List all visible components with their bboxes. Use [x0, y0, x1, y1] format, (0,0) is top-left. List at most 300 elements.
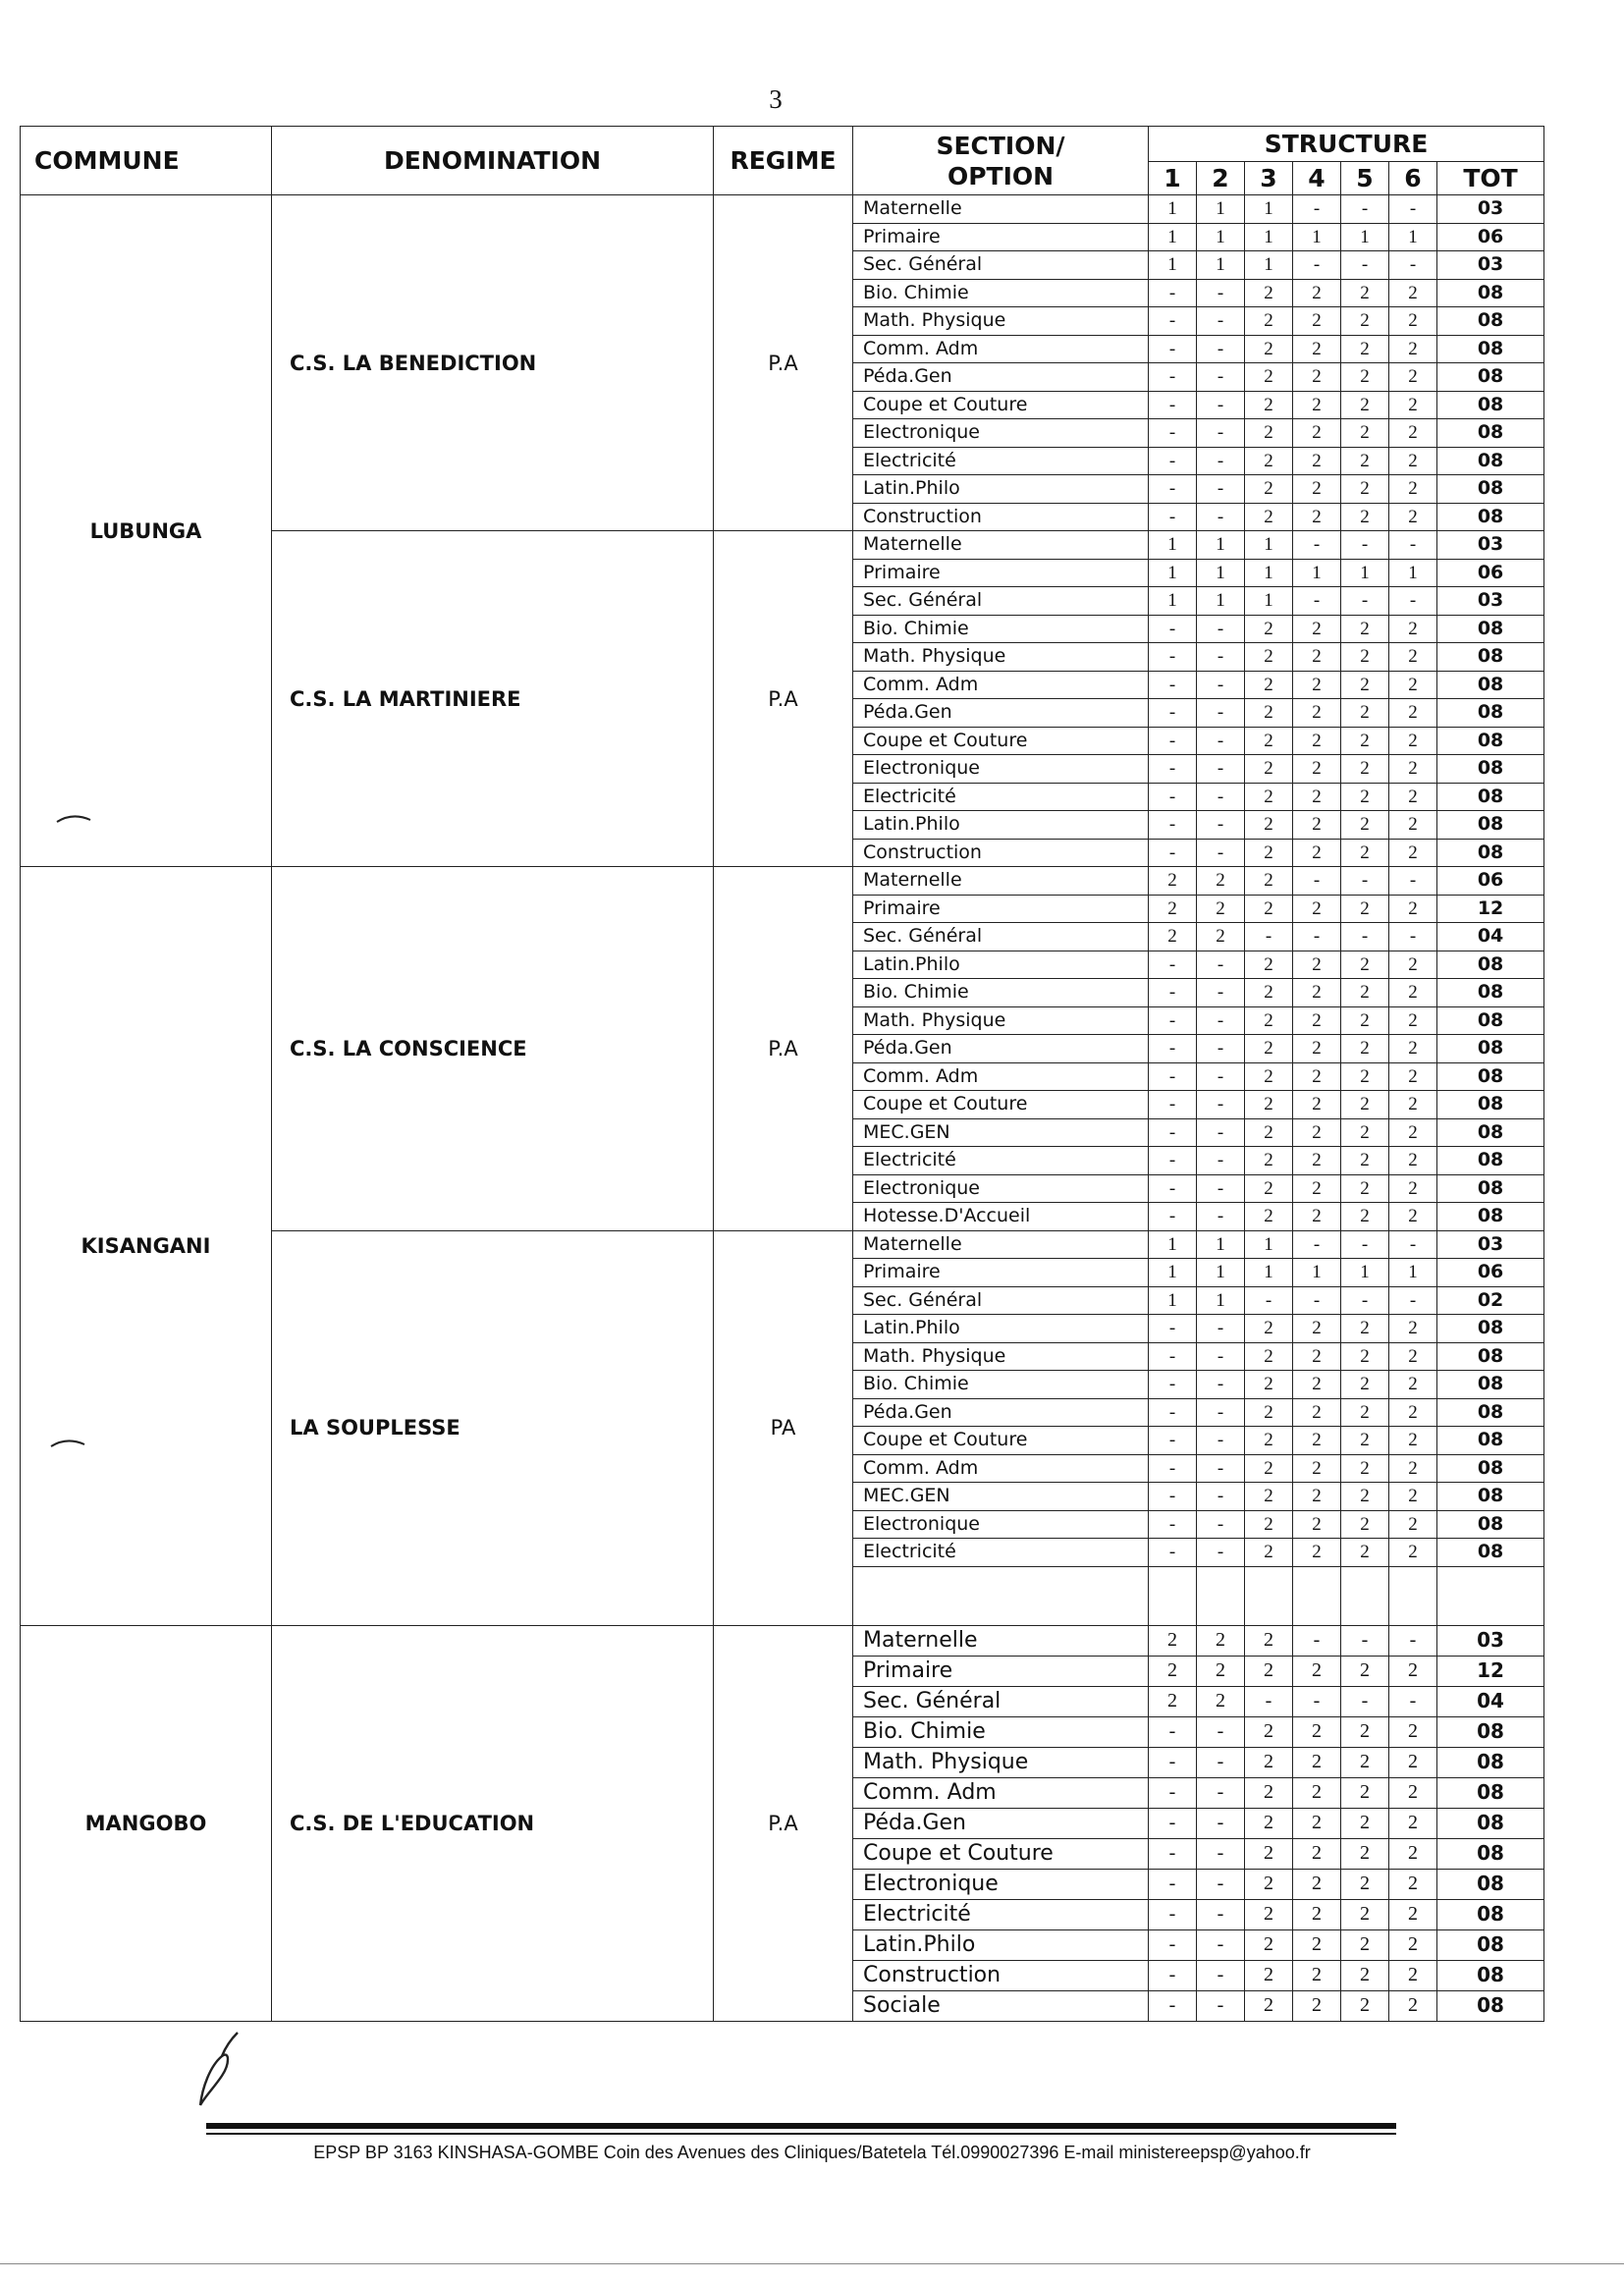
level-1-count: -	[1149, 811, 1197, 840]
total-count: 08	[1437, 1990, 1544, 2021]
level-3-count: 1	[1245, 251, 1293, 280]
level-6-count: 2	[1389, 783, 1437, 811]
level-4-count: 1	[1293, 223, 1341, 251]
level-6-count: 2	[1389, 307, 1437, 336]
level-1-count: -	[1149, 1539, 1197, 1567]
level-2-count: -	[1197, 1315, 1245, 1343]
option-name: Sec. Général	[853, 1686, 1149, 1716]
level-3-count: 1	[1245, 1230, 1293, 1259]
total-count: 06	[1437, 1259, 1544, 1287]
level-1-count: -	[1149, 1371, 1197, 1399]
level-1-count: -	[1149, 1483, 1197, 1511]
level-2-count: -	[1197, 363, 1245, 392]
level-4-count: 2	[1293, 1990, 1341, 2021]
level-4-count: 2	[1293, 643, 1341, 672]
level-4-count: 2	[1293, 699, 1341, 728]
level-3-count: 2	[1245, 335, 1293, 363]
level-5-count: -	[1341, 1625, 1389, 1656]
level-4-count: 2	[1293, 335, 1341, 363]
level-6-count: -	[1389, 251, 1437, 280]
level-2-count: -	[1197, 1960, 1245, 1990]
level-2-count: -	[1197, 1539, 1245, 1567]
total-count: 08	[1437, 1371, 1544, 1399]
total-count: 08	[1437, 1454, 1544, 1483]
school-regime: P.A	[714, 195, 853, 531]
empty-cell	[853, 1566, 1149, 1625]
level-6-count: 2	[1389, 979, 1437, 1007]
level-6-count: 2	[1389, 839, 1437, 867]
level-1-count: -	[1149, 727, 1197, 755]
level-1-count: -	[1149, 1960, 1197, 1990]
level-4-count: -	[1293, 1230, 1341, 1259]
total-count: 08	[1437, 1838, 1544, 1869]
option-name: MEC.GEN	[853, 1118, 1149, 1147]
level-3-count: 2	[1245, 475, 1293, 504]
option-name: Electronique	[853, 419, 1149, 448]
option-name: Primaire	[853, 559, 1149, 587]
level-5-count: 2	[1341, 1960, 1389, 1990]
level-4-count: 2	[1293, 615, 1341, 643]
level-2-count: -	[1197, 1869, 1245, 1899]
level-6-count: -	[1389, 1686, 1437, 1716]
level-2-count: -	[1197, 1899, 1245, 1929]
level-2-count: -	[1197, 1006, 1245, 1035]
level-6-count: -	[1389, 867, 1437, 896]
level-5-count: 2	[1341, 1091, 1389, 1119]
option-name: MEC.GEN	[853, 1483, 1149, 1511]
table-row	[21, 1625, 1544, 1656]
option-name: Math. Physique	[853, 1006, 1149, 1035]
level-3-count: 2	[1245, 839, 1293, 867]
level-3-count: 2	[1245, 419, 1293, 448]
level-4-count: 2	[1293, 1398, 1341, 1427]
option-name: Maternelle	[853, 531, 1149, 560]
level-4-count: 2	[1293, 1091, 1341, 1119]
total-count: 08	[1437, 1929, 1544, 1960]
level-5-count: 2	[1341, 1869, 1389, 1899]
level-2-count: 2	[1197, 923, 1245, 951]
level-3-count: 2	[1245, 1777, 1293, 1808]
header-section-option	[853, 127, 1149, 195]
option-name: Maternelle	[853, 195, 1149, 224]
option-name: Péda.Gen	[853, 1808, 1149, 1838]
level-2-count: -	[1197, 1929, 1245, 1960]
level-5-count: 2	[1341, 503, 1389, 531]
level-4-count: 2	[1293, 1371, 1341, 1399]
level-4-count: -	[1293, 195, 1341, 224]
level-5-count: 2	[1341, 1035, 1389, 1063]
level-6-count: 2	[1389, 643, 1437, 672]
total-count: 08	[1437, 1118, 1544, 1147]
level-5-count: -	[1341, 923, 1389, 951]
level-1-count: 2	[1149, 1686, 1197, 1716]
level-5-count: 2	[1341, 307, 1389, 336]
level-3-count: 2	[1245, 1006, 1293, 1035]
level-3-count: 2	[1245, 1899, 1293, 1929]
level-6-count: 2	[1389, 1747, 1437, 1777]
level-6-count: 2	[1389, 1454, 1437, 1483]
level-5-count: 2	[1341, 1838, 1389, 1869]
level-3-count: 2	[1245, 867, 1293, 896]
option-name: Coupe et Couture	[853, 1838, 1149, 1869]
level-6-count: -	[1389, 1230, 1437, 1259]
level-2-count: 1	[1197, 223, 1245, 251]
level-5-count: 1	[1341, 559, 1389, 587]
level-2-count: -	[1197, 979, 1245, 1007]
level-1-count: -	[1149, 1899, 1197, 1929]
level-2-count: 1	[1197, 1259, 1245, 1287]
total-count: 03	[1437, 251, 1544, 280]
level-2-count: -	[1197, 811, 1245, 840]
level-6-count: 2	[1389, 895, 1437, 923]
level-6-count: 2	[1389, 391, 1437, 419]
level-3-count: 2	[1245, 1716, 1293, 1747]
level-5-count: 2	[1341, 615, 1389, 643]
level-5-count: 2	[1341, 979, 1389, 1007]
level-6-count: 2	[1389, 1656, 1437, 1686]
level-5-count: -	[1341, 1686, 1389, 1716]
level-2-count: -	[1197, 727, 1245, 755]
option-name: Coupe et Couture	[853, 1091, 1149, 1119]
level-5-count: 2	[1341, 363, 1389, 392]
level-1-count: 1	[1149, 1286, 1197, 1315]
level-1-count: -	[1149, 671, 1197, 699]
table-row	[21, 195, 1544, 224]
level-4-count: 2	[1293, 1147, 1341, 1175]
level-3-count: 2	[1245, 1960, 1293, 1990]
level-3-count: 2	[1245, 783, 1293, 811]
level-4-count: 2	[1293, 1006, 1341, 1035]
level-4-count: 2	[1293, 951, 1341, 979]
option-name: Maternelle	[853, 867, 1149, 896]
level-6-count: 1	[1389, 559, 1437, 587]
level-5-count: 2	[1341, 1929, 1389, 1960]
level-2-count: -	[1197, 951, 1245, 979]
total-count: 08	[1437, 1035, 1544, 1063]
level-3-count: 1	[1245, 531, 1293, 560]
level-6-count: 2	[1389, 1960, 1437, 1990]
level-4-count: -	[1293, 1625, 1341, 1656]
level-1-count: 2	[1149, 895, 1197, 923]
option-name: Comm. Adm	[853, 1454, 1149, 1483]
level-4-count: 2	[1293, 1203, 1341, 1231]
option-name: Maternelle	[853, 1230, 1149, 1259]
footer-rule-thin	[206, 2133, 1396, 2135]
level-3-count: 2	[1245, 1203, 1293, 1231]
level-5-count: -	[1341, 1286, 1389, 1315]
level-2-count: 1	[1197, 559, 1245, 587]
level-5-count: 2	[1341, 643, 1389, 672]
level-1-count: -	[1149, 615, 1197, 643]
level-5-count: -	[1341, 531, 1389, 560]
level-2-count: -	[1197, 335, 1245, 363]
level-5-count: 2	[1341, 1777, 1389, 1808]
level-2-count: -	[1197, 1838, 1245, 1869]
total-count: 03	[1437, 531, 1544, 560]
level-6-count: 2	[1389, 1716, 1437, 1747]
option-name: Construction	[853, 503, 1149, 531]
level-3-count: 2	[1245, 1174, 1293, 1203]
level-1-count: -	[1149, 1510, 1197, 1539]
total-count: 08	[1437, 979, 1544, 1007]
level-1-count: 1	[1149, 559, 1197, 587]
option-name: Péda.Gen	[853, 1398, 1149, 1427]
level-2-count: 1	[1197, 251, 1245, 280]
level-1-count: -	[1149, 839, 1197, 867]
level-6-count: 1	[1389, 223, 1437, 251]
level-3-count: 2	[1245, 1118, 1293, 1147]
level-6-count: 2	[1389, 503, 1437, 531]
level-5-count: 2	[1341, 671, 1389, 699]
level-3-count: 2	[1245, 895, 1293, 923]
level-5-count: 2	[1341, 1118, 1389, 1147]
level-1-count: -	[1149, 419, 1197, 448]
total-count: 08	[1437, 1062, 1544, 1091]
header-level-1: 1	[1149, 162, 1197, 195]
option-name: Electricité	[853, 447, 1149, 475]
level-4-count: 2	[1293, 1777, 1341, 1808]
level-3-count: 2	[1245, 279, 1293, 307]
level-1-count: -	[1149, 1398, 1197, 1427]
level-3-count: 2	[1245, 1656, 1293, 1686]
header-level-5: 5	[1341, 162, 1389, 195]
level-1-count: 2	[1149, 1656, 1197, 1686]
level-2-count: -	[1197, 391, 1245, 419]
level-1-count: -	[1149, 1091, 1197, 1119]
option-name: Sec. Général	[853, 1286, 1149, 1315]
option-name: Péda.Gen	[853, 1035, 1149, 1063]
option-name: Electronique	[853, 1510, 1149, 1539]
level-3-count: 2	[1245, 1869, 1293, 1899]
footer-rule-thick	[206, 2123, 1396, 2129]
level-2-count: -	[1197, 1118, 1245, 1147]
page-bottom-rule	[0, 2263, 1624, 2264]
level-2-count: 1	[1197, 587, 1245, 616]
level-1-count: 1	[1149, 1230, 1197, 1259]
level-2-count: -	[1197, 503, 1245, 531]
option-name: Bio. Chimie	[853, 1371, 1149, 1399]
handwritten-tick-mark	[55, 811, 94, 825]
level-1-count: -	[1149, 951, 1197, 979]
total-count: 08	[1437, 1747, 1544, 1777]
level-3-count: 2	[1245, 447, 1293, 475]
total-count: 08	[1437, 1427, 1544, 1455]
level-2-count: -	[1197, 1371, 1245, 1399]
total-count: 08	[1437, 1960, 1544, 1990]
option-name: Comm. Adm	[853, 1062, 1149, 1091]
level-3-count: 2	[1245, 643, 1293, 672]
option-name: Latin.Philo	[853, 475, 1149, 504]
level-4-count: 2	[1293, 1118, 1341, 1147]
school-name: C.S. DE L'EDUCATION	[272, 1625, 714, 2021]
option-name: Bio. Chimie	[853, 615, 1149, 643]
level-6-count: 2	[1389, 447, 1437, 475]
school-regime: P.A	[714, 867, 853, 1231]
option-name: Electronique	[853, 755, 1149, 784]
school-name: LA SOUPLESSE	[272, 1230, 714, 1625]
level-3-count: 2	[1245, 1838, 1293, 1869]
total-count: 08	[1437, 1483, 1544, 1511]
level-6-count: 2	[1389, 755, 1437, 784]
level-3-count: 2	[1245, 951, 1293, 979]
level-4-count: 2	[1293, 1510, 1341, 1539]
school-name: C.S. LA BENEDICTION	[272, 195, 714, 531]
total-count: 03	[1437, 195, 1544, 224]
level-3-count: 2	[1245, 391, 1293, 419]
level-2-count: -	[1197, 1777, 1245, 1808]
total-count: 08	[1437, 699, 1544, 728]
level-2-count: -	[1197, 279, 1245, 307]
page-number: 3	[769, 84, 783, 114]
level-3-count: 2	[1245, 1808, 1293, 1838]
total-count: 08	[1437, 1808, 1544, 1838]
level-3-count: 2	[1245, 671, 1293, 699]
level-5-count: 2	[1341, 1342, 1389, 1371]
header-denomination: DENOMINATION	[272, 127, 714, 195]
level-4-count: 2	[1293, 1869, 1341, 1899]
level-4-count: 2	[1293, 279, 1341, 307]
total-count: 08	[1437, 391, 1544, 419]
level-5-count: 2	[1341, 951, 1389, 979]
option-name: Bio. Chimie	[853, 279, 1149, 307]
option-name: Comm. Adm	[853, 671, 1149, 699]
option-name: Primaire	[853, 223, 1149, 251]
level-1-count: -	[1149, 307, 1197, 336]
level-5-count: 2	[1341, 895, 1389, 923]
total-count: 08	[1437, 447, 1544, 475]
level-1-count: 1	[1149, 195, 1197, 224]
level-4-count: 2	[1293, 1716, 1341, 1747]
header-commune: COMMUNE	[21, 127, 272, 195]
level-1-count: -	[1149, 755, 1197, 784]
school-regime: PA	[714, 1230, 853, 1625]
option-name: Coupe et Couture	[853, 727, 1149, 755]
level-5-count: 2	[1341, 419, 1389, 448]
handwritten-initial	[194, 2031, 244, 2109]
level-4-count: 2	[1293, 1808, 1341, 1838]
level-4-count: 2	[1293, 1035, 1341, 1063]
level-3-count: 2	[1245, 307, 1293, 336]
level-3-count: 2	[1245, 1091, 1293, 1119]
level-5-count: 2	[1341, 1454, 1389, 1483]
level-6-count: 2	[1389, 1147, 1437, 1175]
level-3-count: 2	[1245, 363, 1293, 392]
level-2-count: -	[1197, 1035, 1245, 1063]
level-5-count: 2	[1341, 1371, 1389, 1399]
total-count: 08	[1437, 727, 1544, 755]
total-count: 08	[1437, 307, 1544, 336]
level-3-count: 2	[1245, 1035, 1293, 1063]
level-1-count: -	[1149, 503, 1197, 531]
level-5-count: 2	[1341, 475, 1389, 504]
empty-cell	[1341, 1566, 1389, 1625]
level-1-count: -	[1149, 391, 1197, 419]
level-1-count: -	[1149, 1929, 1197, 1960]
level-1-count: -	[1149, 279, 1197, 307]
header-level-6: 6	[1389, 162, 1437, 195]
level-6-count: 2	[1389, 475, 1437, 504]
level-5-count: 2	[1341, 1539, 1389, 1567]
level-6-count: 2	[1389, 1006, 1437, 1035]
empty-cell	[1197, 1566, 1245, 1625]
option-name: Math. Physique	[853, 1747, 1149, 1777]
level-5-count: -	[1341, 1230, 1389, 1259]
level-4-count: 2	[1293, 475, 1341, 504]
level-6-count: 2	[1389, 1035, 1437, 1063]
level-5-count: 1	[1341, 223, 1389, 251]
level-6-count: 2	[1389, 279, 1437, 307]
level-2-count: -	[1197, 1147, 1245, 1175]
total-count: 08	[1437, 1091, 1544, 1119]
level-3-count: 2	[1245, 1510, 1293, 1539]
total-count: 02	[1437, 1286, 1544, 1315]
option-name: Sociale	[853, 1990, 1149, 2021]
level-4-count: 2	[1293, 447, 1341, 475]
level-3-count: 2	[1245, 811, 1293, 840]
level-5-count: 2	[1341, 1203, 1389, 1231]
level-2-count: -	[1197, 1990, 1245, 2021]
level-5-count: 2	[1341, 1315, 1389, 1343]
level-3-count: 1	[1245, 587, 1293, 616]
level-5-count: -	[1341, 195, 1389, 224]
level-2-count: 1	[1197, 1230, 1245, 1259]
option-name: Latin.Philo	[853, 1315, 1149, 1343]
school-name: C.S. LA MARTINIERE	[272, 531, 714, 867]
total-count: 08	[1437, 783, 1544, 811]
level-2-count: -	[1197, 1510, 1245, 1539]
level-6-count: 2	[1389, 1869, 1437, 1899]
level-1-count: -	[1149, 1203, 1197, 1231]
level-5-count: 2	[1341, 727, 1389, 755]
handwritten-tick-mark	[49, 1436, 88, 1449]
level-6-count: -	[1389, 587, 1437, 616]
total-count: 08	[1437, 1869, 1544, 1899]
level-3-count: 2	[1245, 1398, 1293, 1427]
header-section-line1: SECTION/	[936, 131, 1065, 160]
level-2-count: -	[1197, 839, 1245, 867]
level-4-count: 2	[1293, 1342, 1341, 1371]
total-count: 08	[1437, 951, 1544, 979]
level-3-count: 2	[1245, 1483, 1293, 1511]
level-4-count: 2	[1293, 1062, 1341, 1091]
total-count: 08	[1437, 279, 1544, 307]
level-3-count: -	[1245, 1686, 1293, 1716]
option-name: Electronique	[853, 1174, 1149, 1203]
level-4-count: -	[1293, 1286, 1341, 1315]
level-2-count: -	[1197, 419, 1245, 448]
option-name: Sec. Général	[853, 923, 1149, 951]
level-1-count: -	[1149, 1838, 1197, 1869]
level-4-count: 2	[1293, 979, 1341, 1007]
level-2-count: -	[1197, 1203, 1245, 1231]
level-1-count: -	[1149, 335, 1197, 363]
total-count: 08	[1437, 1174, 1544, 1203]
option-name: Electricité	[853, 1539, 1149, 1567]
level-6-count: 2	[1389, 1808, 1437, 1838]
total-count: 08	[1437, 643, 1544, 672]
total-count: 08	[1437, 335, 1544, 363]
total-count: 08	[1437, 839, 1544, 867]
level-5-count: 2	[1341, 1174, 1389, 1203]
level-1-count: -	[1149, 979, 1197, 1007]
level-2-count: -	[1197, 755, 1245, 784]
level-5-count: 2	[1341, 279, 1389, 307]
level-4-count: 2	[1293, 671, 1341, 699]
level-2-count: 1	[1197, 1286, 1245, 1315]
level-5-count: -	[1341, 587, 1389, 616]
level-4-count: -	[1293, 531, 1341, 560]
level-2-count: -	[1197, 1483, 1245, 1511]
